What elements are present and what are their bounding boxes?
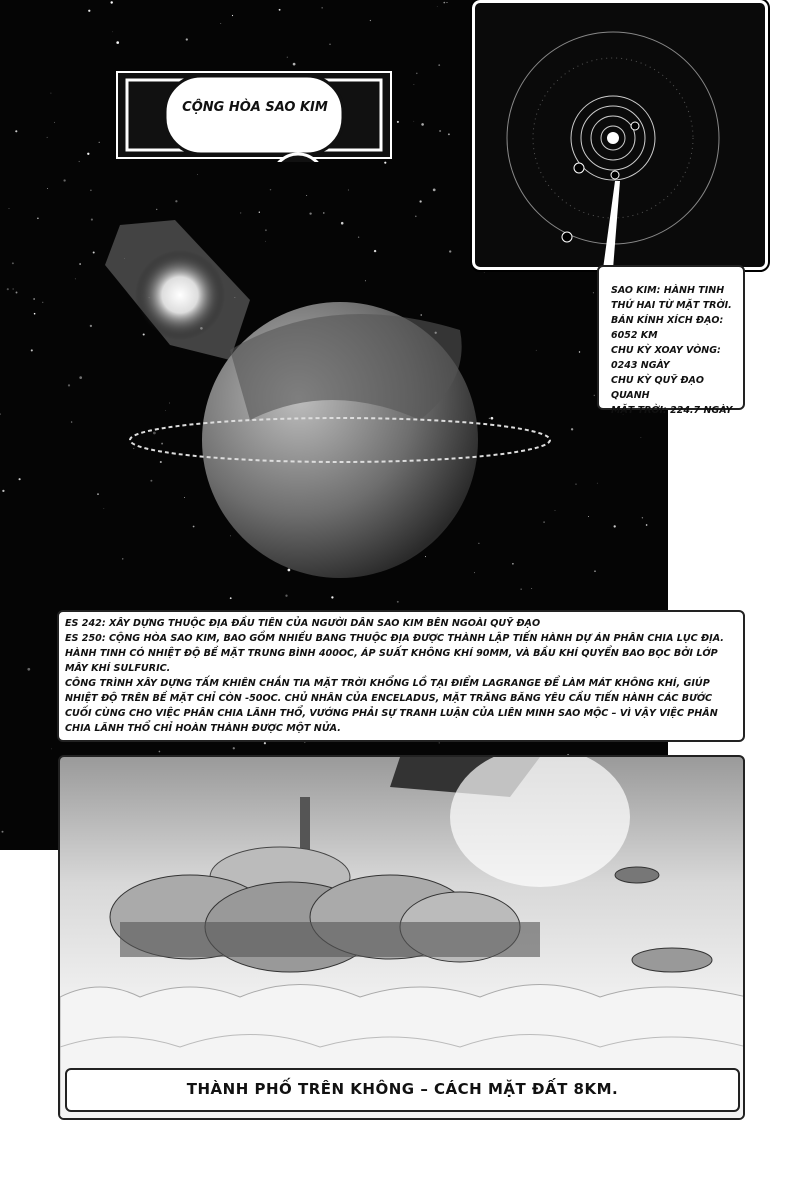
planet-info-box <box>597 265 745 416</box>
solar-system-inset <box>472 0 768 270</box>
info-line: CHU KỲ XOAY VÒNG: <box>611 345 721 356</box>
title-plate <box>115 70 393 162</box>
earth-marker <box>611 171 619 179</box>
info-line: MẶT TRỜI: 224.7 NGÀY <box>611 405 733 416</box>
info-line: 6052 KM <box>611 330 658 341</box>
history-line: ES 250: CỘNG HÒA SAO KIM, BAO GỒM NHIỀU BANG THUỘC ĐỊA ĐƯỢC THÀNH LẬP TIẾN HÀNH DỰ ÁN PHÂN CHIA LỤC ĐỊA. <box>65 633 724 644</box>
sun-glare <box>135 250 225 340</box>
info-line: BÁN KÍNH XÍCH ĐẠO: <box>611 315 724 326</box>
info-line: 0243 NGÀY <box>611 360 670 371</box>
planet-marker <box>631 122 639 130</box>
history-text-box <box>57 610 745 742</box>
sky-city-illustration <box>60 757 745 1120</box>
page-title: CỘNG HÒA SAO KIM <box>182 100 328 115</box>
caption-text: THÀNH PHỐ TRÊN KHÔNG – CÁCH MẶT ĐẤT 8KM. <box>186 1080 619 1098</box>
history-line: ES 242: XÂY DỰNG THUỘC ĐỊA ĐẦU TIÊN CỦA NGƯỜI DÂN SAO KIM BÊN NGOÀI QUỸ ĐẠO <box>65 618 541 629</box>
venus-marker <box>574 163 584 173</box>
info-line: SAO KIM: HÀNH TINH <box>611 285 725 296</box>
history-line: CÔNG TRÌNH XÂY DỰNG TẤM KHIÊN CHẮN TIA MẶT TRỜI KHỔNG LỒ TẠI ĐIỂM LAGRANGE ĐỂ LÀM MÁT KHÔNG KHÍ, GIÚP NHIỆT ĐỘ TRÊN BỀ MẶT CHỈ CÒN -50OC. CHỦ NHÂN CỦA ENCELADUS, MẶT TRĂNG BĂNG YÊU CẦU TIẾN HÀNH CÁC BƯỚC CUỐI CÙNG CHO VIỆC PHÂN CHIA LÃNH THỔ, VƯỚNG PHẢI SỰ TRANH LUẬN CỦA LIÊN MINH SAO MỘC – VÌ VẬY VIỆC PHÂN CHIA LÃNH THỔ CHỈ HOÀN THÀNH ĐƯỢC MỘT NỬA. <box>65 678 718 734</box>
caption-box <box>65 1068 740 1112</box>
solar-system-diagram <box>475 3 765 267</box>
sun-icon <box>607 132 619 144</box>
history-line: HÀNH TINH CÓ NHIỆT ĐỘ BỀ MẶT TRUNG BÌNH 400OC, ÁP SUẤT KHÔNG KHÍ 90MM, VÀ BẦU KHÍ QUYỂN BAO BỌC BỞI LỚP MÂY KHÍ SULFURIC. <box>65 648 718 674</box>
info-line: THỨ HAI TỪ MẶT TRỜI. <box>611 300 732 311</box>
sky-city-panel <box>58 755 745 1120</box>
info-line: CHU KỲ QUỸ ĐẠO QUANH <box>611 375 704 401</box>
